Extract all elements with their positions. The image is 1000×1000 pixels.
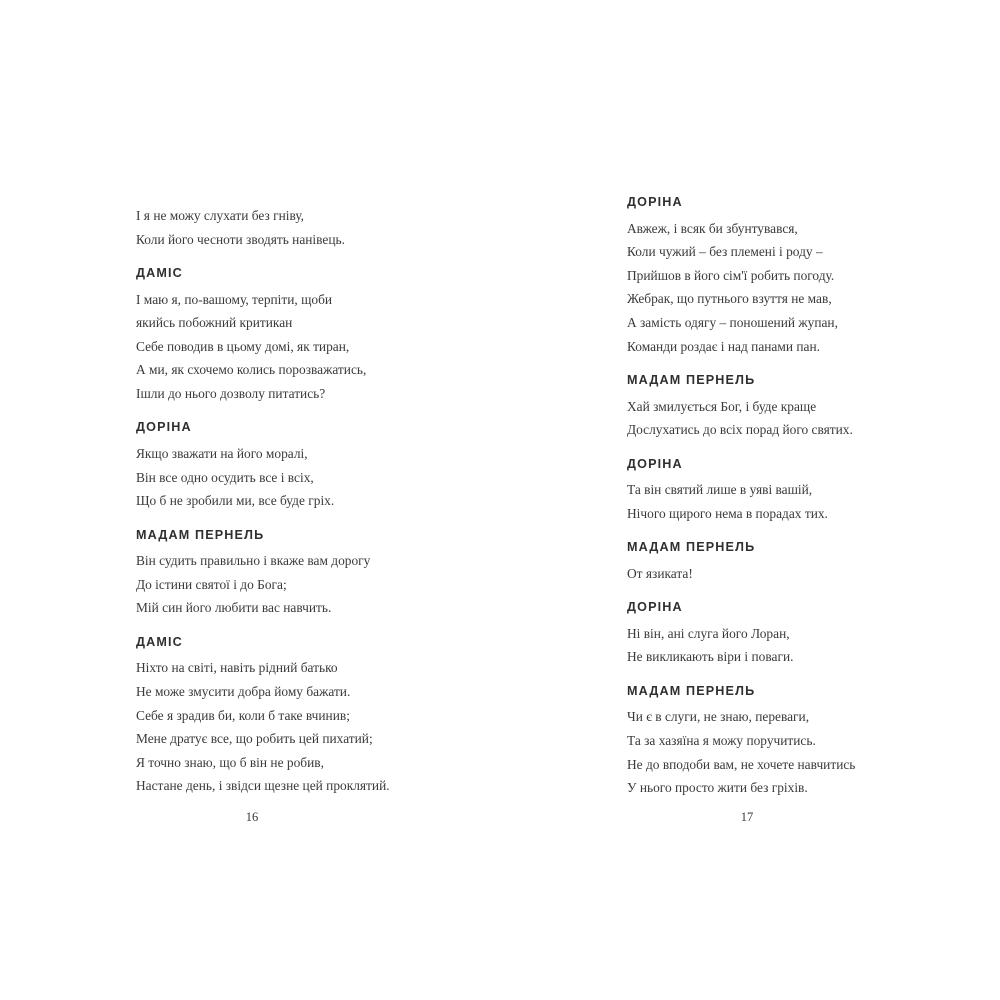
speech-block	[627, 601, 972, 664]
speaker-name: МАДАМ ПЕРНЕЛЬ	[136, 527, 265, 542]
speech-block	[627, 196, 972, 353]
verse-line: А ми, як схочемо колись порозважатись,	[136, 362, 367, 378]
verse-line: Не може змусити добра йому бажати.	[136, 683, 351, 699]
speaker-name: ДОРІНА	[627, 600, 683, 615]
verse-line: Чи є в слуги, не знаю, переваги,	[627, 709, 810, 725]
page-number-left: 16	[245, 810, 259, 824]
verse-line: Прийшов в його сім'ї робить погоду.	[627, 267, 835, 283]
verse-line: Якщо зважати на його моралі,	[136, 445, 308, 461]
speech-block	[136, 529, 481, 615]
verse-line: Себе я зрадив би, коли б таке вчинив;	[136, 707, 350, 723]
verse-line: Хай змилується Бог, і буде краще	[627, 398, 817, 414]
verse-line: Авжеж, і всяк би збунтувався,	[627, 220, 798, 236]
verse-line: Мене дратує все, що робить цей пихатий;	[136, 731, 373, 747]
verse-line: Коли чужий – без племені і роду –	[627, 244, 823, 260]
speaker-name: ДАМІС	[136, 266, 183, 280]
verse-line: Та за хазяїна я можу поручитись.	[627, 732, 816, 748]
verse-line: Коли його чесноти зводять нанівець.	[136, 231, 345, 247]
speech-block	[627, 541, 972, 580]
verse-line: Мій син його любити вас навчить.	[136, 600, 332, 616]
verse-line: Жебрак, що путнього взуття не мав,	[627, 291, 832, 307]
verse-line: Та він святий лише в уяві вашій,	[627, 482, 813, 498]
speech-block	[136, 636, 481, 793]
verse-line: Нічого щирого нема в порадах тих.	[627, 505, 828, 521]
verse-line: Він судить правильно і вкаже вам дорогу	[136, 553, 371, 569]
speech-block	[136, 421, 481, 507]
verse-line: Не до вподоби вам, не хочете навчитись	[627, 756, 856, 772]
page-number-right: 17	[740, 810, 754, 824]
verse-line: І я не можу слухати без гніву,	[136, 208, 305, 223]
verse-line: Команди роздає і над панами пан.	[627, 338, 820, 354]
speaker-name: МАДАМ ПЕРНЕЛЬ	[627, 683, 756, 698]
speaker-name: ДОРІНА	[627, 456, 683, 471]
speaker-name: ДАМІС	[136, 634, 183, 649]
speech-block	[136, 209, 481, 246]
verse-line: От язиката!	[627, 565, 693, 581]
verse-line: Він все одно осудить все і всіх,	[136, 469, 314, 485]
verse-line: І маю я, по-вашому, терпіти, щоби	[136, 291, 333, 307]
verse-line: У нього просто жити без гріхів.	[627, 780, 808, 796]
speech-block	[627, 458, 972, 521]
verse-line: Що б не зробили ми, все буде гріх.	[136, 493, 335, 509]
speech-block	[627, 374, 972, 437]
speaker-name: МАДАМ ПЕРНЕЛЬ	[627, 540, 756, 555]
speech-block	[136, 267, 481, 400]
text-column-right	[627, 196, 972, 795]
speaker-name: ДОРІНА	[627, 195, 683, 209]
verse-line: До істини святої і до Бога;	[136, 576, 287, 592]
verse-line: Не викликають віри і поваги.	[627, 649, 794, 665]
page-right	[500, 0, 1000, 1000]
speech-block	[627, 685, 972, 795]
verse-line: А замість одягу – поношений жупан,	[627, 314, 838, 330]
verse-line: Ішли до нього дозволу питатись?	[136, 385, 326, 401]
speaker-name: ДОРІНА	[136, 420, 192, 435]
verse-line: якийсь побожний критикан	[136, 315, 293, 331]
verse-line: Ніхто на світі, навіть рідний батько	[136, 660, 338, 676]
verse-line: Я точно знаю, що б він не робив,	[136, 754, 324, 770]
verse-line: Себе поводив в цьому домі, як тиран,	[136, 338, 350, 354]
verse-line: Ні він, ані слуга його Лоран,	[627, 625, 790, 641]
verse-line: Дослухатись до всіх порад його святих.	[627, 422, 853, 438]
text-column-left	[136, 196, 481, 793]
speaker-name: МАДАМ ПЕРНЕЛЬ	[627, 372, 756, 387]
verse-line: Настане день, і звідси щезне цей проклятий.	[136, 778, 390, 794]
